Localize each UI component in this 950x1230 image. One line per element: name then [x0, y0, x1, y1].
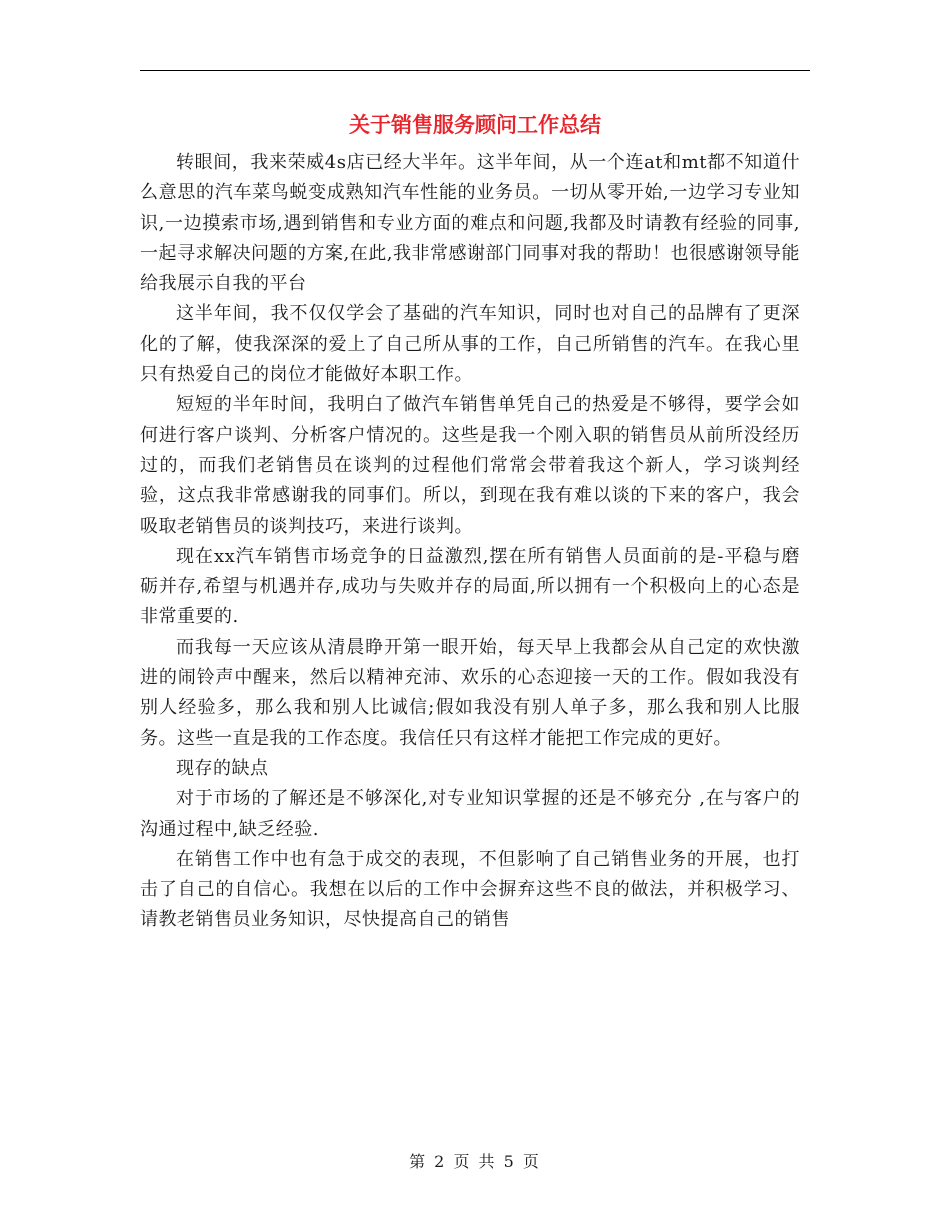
page-number-footer: 第 2 页 共 5 页 [409, 1152, 541, 1171]
paragraph-5: 而我每一天应该从清晨睁开第一眼开始，每天早上我都会从自己定的欢快激进的闹铃声中醒来，然后以精神充沛、欢乐的心态迎接一天的工作。假如我没有别人经验多，那么我和别人比诚信;假如我没有别人单子多，那么我和别人比服务。这些一直是我的工作态度。我信任只有这样才能把工作完成的更好。 [140, 636, 800, 749]
document-body [140, 148, 800, 936]
paragraph-7: 在销售工作中也有急于成交的表现，不但影响了自己销售业务的开展，也打击了自己的自信心。我想在以后的工作中会摒弃这些不良的做法，并积极学习、请教老销售员业务知识，尽快提高自己的销售 [140, 848, 800, 931]
paragraph-6: 对于市场的了解还是不够深化,对专业知识掌握的还是不够充分 ,在与客户的沟通过程中,缺乏经验. [140, 788, 800, 840]
document-title: 关于销售服务顾问工作总结 [349, 112, 601, 137]
paragraph-3: 短短的半年时间，我明白了做汽车销售单凭自己的热爱是不够得，要学会如何进行客户谈判、分析客户情况的。这些是我一个刚入职的销售员从前所没经历过的，而我们老销售员在谈判的过程他们常常会带着我这个新人，学习谈判经验，这点我非常感谢我的同事们。所以，到现在我有难以谈的下来的客户，我会吸取老销售员的谈判技巧，来进行谈判。 [140, 394, 800, 537]
section-heading-shortcomings: 现存的缺点 [176, 757, 269, 779]
paragraph-1: 转眼间，我来荣威4s店已经大半年。这半年间，从一个连at和mt都不知道什么意思的汽车菜鸟蜕变成熟知汽车性能的业务员。一切从零开始,一边学习专业知识,一边摸索市场,遇到销售和专业方面的难点和问题,我都及时请教有经验的同事,一起寻求解决问题的方案,在此,我非常感谢部门同事对我的帮助！也很感谢领导能给我展示自我的平台 [140, 152, 800, 295]
paragraph-2: 这半年间，我不仅仅学会了基础的汽车知识，同时也对自己的品牌有了更深化的了解，使我深深的爱上了自己所从事的工作，自己所销售的汽车。在我心里只有热爱自己的岗位才能做好本职工作。 [140, 303, 800, 386]
paragraph-4: 现在xx汽车销售市场竞争的日益激烈,摆在所有销售人员面前的是-平稳与磨砺并存,希望与机遇并存,成功与失败并存的局面,所以拥有一个积极向上的心态是非常重要的. [140, 545, 800, 628]
header-rule [140, 70, 810, 71]
